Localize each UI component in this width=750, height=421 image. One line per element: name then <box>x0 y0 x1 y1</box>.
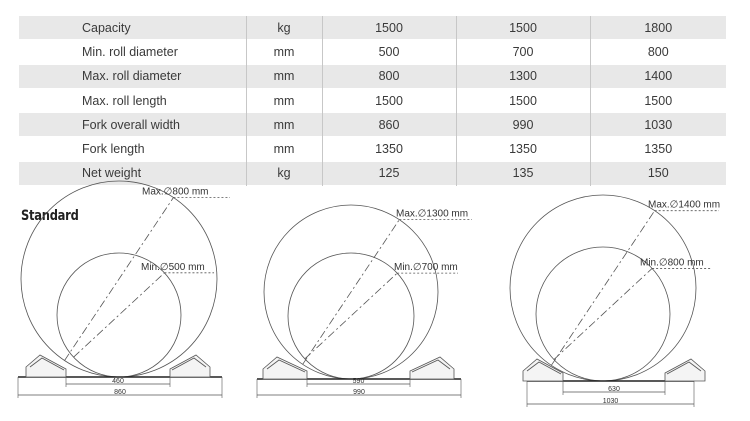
row-unit: mm <box>246 40 322 64</box>
row-value: 500 <box>322 40 456 64</box>
row-unit: mm <box>246 64 322 88</box>
outer-dim-label: 860 <box>114 389 126 396</box>
row-label: Capacity <box>19 16 246 40</box>
min-diameter-label: Min.∅500 mm <box>141 261 205 273</box>
right-cradle <box>410 357 454 379</box>
max-diameter-label: Max.∅1400 mm <box>648 199 721 211</box>
table-row <box>19 161 726 185</box>
outer-dim-label: 1030 <box>602 398 619 405</box>
row-unit: kg <box>246 161 322 185</box>
row-value: 1350 <box>456 137 590 161</box>
row-value: 1500 <box>590 88 726 112</box>
row-value: 1350 <box>590 137 726 161</box>
row-value: 800 <box>322 64 456 88</box>
min-diameter-line <box>554 268 652 359</box>
table-row <box>19 113 726 137</box>
inner-dim-label: 590 <box>352 378 365 385</box>
row-unit: mm <box>246 113 322 137</box>
min-diameter-line <box>305 273 397 359</box>
row-value: 1300 <box>456 64 590 88</box>
row-value: 1800 <box>590 16 726 40</box>
table-row <box>19 16 726 40</box>
spec-table-body <box>19 16 726 186</box>
max-diameter-label: Max.∅1300 mm <box>396 208 469 220</box>
row-value: 150 <box>590 161 726 185</box>
spec-table <box>19 16 726 186</box>
table-row <box>19 40 726 64</box>
row-value: 800 <box>590 40 726 64</box>
row-label: Fork length <box>19 137 246 161</box>
left-cradle <box>263 357 307 379</box>
row-value: 1500 <box>322 88 456 112</box>
row-value: 1500 <box>456 88 590 112</box>
row-value: 1030 <box>590 113 726 137</box>
outer-dim-label: 990 <box>353 389 365 396</box>
row-label: Max. roll length <box>19 88 246 112</box>
table-row <box>19 137 726 161</box>
row-label: Min. roll diameter <box>19 40 246 64</box>
table-row <box>19 64 726 88</box>
max-diameter-line <box>551 211 654 366</box>
row-unit: kg <box>246 16 322 40</box>
row-value: 700 <box>456 40 590 64</box>
row-value: 135 <box>456 161 590 185</box>
row-value: 125 <box>322 161 456 185</box>
inner-dim-label: 630 <box>608 386 620 393</box>
max-diameter-line <box>303 220 400 365</box>
table-row <box>19 88 726 112</box>
roll-drawings <box>0 186 750 421</box>
row-value: 1350 <box>322 137 456 161</box>
row-label: Net weight <box>19 161 246 185</box>
max-diameter-label: Max.∅800 mm <box>142 186 209 198</box>
row-value: 990 <box>456 113 590 137</box>
row-value: 860 <box>322 113 456 137</box>
row-label: Max. roll diameter <box>19 64 246 88</box>
inner-dim-label: 460 <box>112 378 124 385</box>
row-unit: mm <box>246 88 322 112</box>
row-value: 1400 <box>590 64 726 88</box>
min-diameter-line <box>74 273 165 357</box>
row-unit: mm <box>246 137 322 161</box>
row-label: Fork overall width <box>19 113 246 137</box>
max-diameter-line <box>65 198 174 361</box>
row-value: 1500 <box>456 16 590 40</box>
row-value: 1500 <box>322 16 456 40</box>
min-diameter-label: Min.∅700 mm <box>394 262 458 274</box>
min-diameter-label: Min.∅800 mm <box>640 257 704 269</box>
section-title: Standard <box>21 208 79 224</box>
